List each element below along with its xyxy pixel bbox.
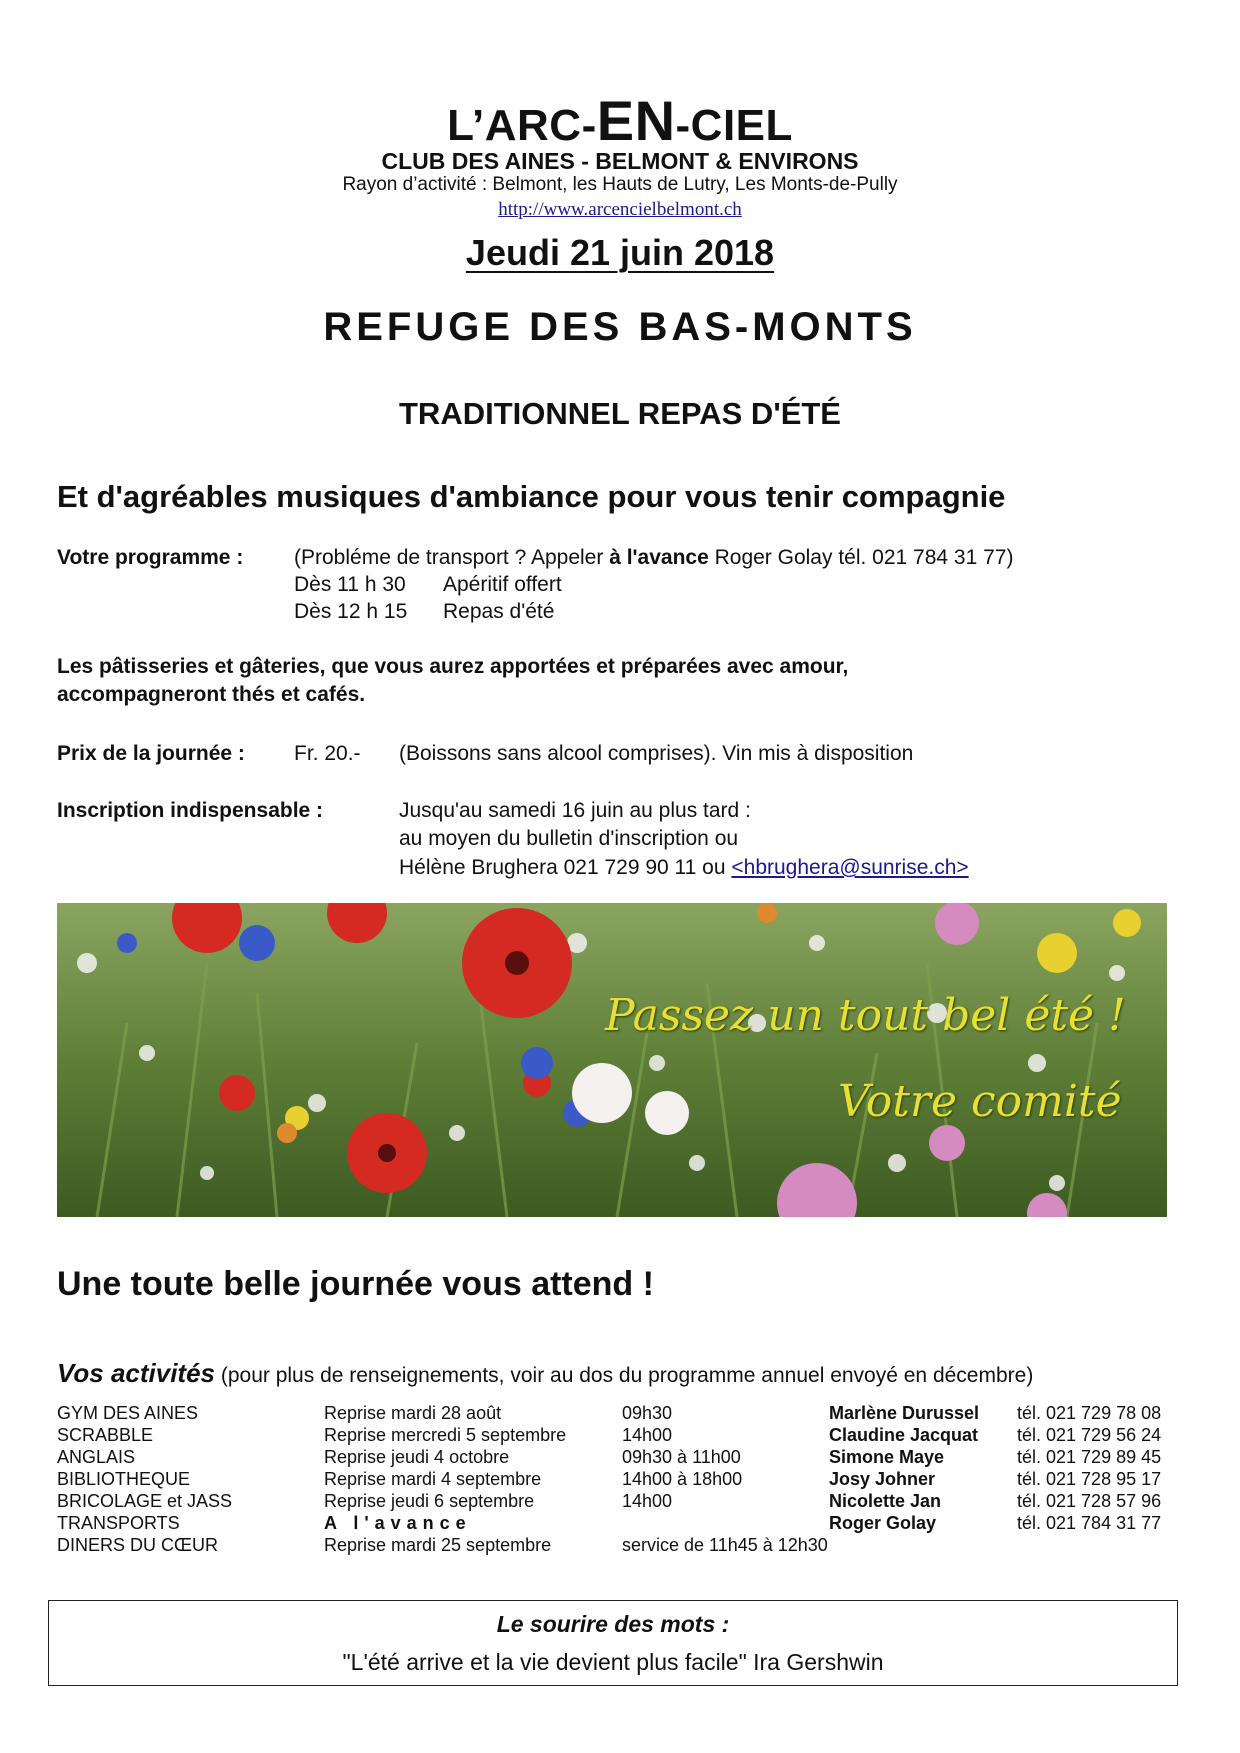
activity-phone	[1017, 1534, 1172, 1556]
activity-contact: Claudine Jacquat	[829, 1425, 979, 1445]
programme-transport	[294, 544, 1013, 571]
price-amount: Fr. 20.-	[294, 742, 361, 765]
activities-note: (pour plus de renseignements, voir au dos du programme annuel envoyé en décembre)	[215, 1364, 1034, 1387]
activity-resume: Reprise mercredi 5 septembre	[324, 1425, 567, 1445]
activity-contact: Simone Maye	[829, 1447, 945, 1467]
photo-caption-signature: Votre comité	[838, 1076, 1122, 1127]
price-note: (Boissons sans alcool comprises). Vin mis à disposition	[399, 742, 914, 765]
programme-desc-2: Repas d'été	[443, 600, 555, 623]
table-row	[57, 1424, 1172, 1446]
transport-suffix: Roger Golay tél. 021 784 31 77)	[708, 546, 1014, 569]
club-url-link[interactable]: http://www.arcencielbelmont.ch	[498, 199, 742, 220]
activity-name: SCRABBLE	[57, 1425, 154, 1445]
quote-box	[48, 1600, 1178, 1686]
programme-label: Votre programme :	[57, 546, 244, 569]
event-place: REFUGE DES BAS-MONTS	[323, 305, 917, 349]
table-row	[57, 1490, 1172, 1512]
activity-resume: Reprise jeudi 6 septembre	[324, 1491, 535, 1511]
activity-resume: Reprise mardi 28 août	[324, 1403, 502, 1423]
inscription-line-1: Jusqu'au samedi 16 juin au plus tard :	[399, 799, 751, 822]
logo-mid: EN	[596, 89, 676, 152]
activity-phone: tél. 021 784 31 77	[1017, 1513, 1162, 1533]
activity-name: BRICOLAGE et JASS	[57, 1491, 233, 1511]
quote-title: Le sourire des mots :	[496, 1611, 730, 1637]
programme-desc-1: Apéritif offert	[443, 573, 562, 596]
club-logo	[0, 88, 1240, 153]
activity-resume: Reprise jeudi 4 octobre	[324, 1447, 510, 1467]
inscription-label: Inscription indispensable :	[57, 799, 324, 822]
table-row	[57, 1468, 1172, 1490]
event-subtitle: TRADITIONNEL REPAS D'ÉTÉ	[399, 396, 841, 431]
club-name: CLUB DES AINES - BELMONT & ENVIRONS	[381, 148, 859, 174]
pastries-line-2: accompagneront thés et cafés.	[57, 683, 366, 706]
table-row	[57, 1534, 1172, 1556]
activity-name: DINERS DU CŒUR	[57, 1535, 219, 1555]
transport-bold: à l'avance	[609, 546, 709, 569]
closing-heading: Une toute belle journée vous attend !	[57, 1265, 654, 1303]
activity-phone: tél. 021 729 56 24	[1017, 1425, 1162, 1445]
activities-title: Vos activités	[57, 1358, 216, 1388]
activity-contact: Marlène Durussel	[829, 1403, 980, 1423]
club-url-line	[0, 199, 1240, 221]
programme-time-2: Dès 12 h 15	[294, 600, 408, 623]
activity-name: TRANSPORTS	[57, 1513, 180, 1533]
transport-prefix: (Probléme de transport ? Appeler	[294, 546, 610, 569]
activity-time: 09h30 à 11h00	[622, 1447, 741, 1467]
activity-name: GYM DES AINES	[57, 1403, 199, 1423]
activity-time: 14h00	[622, 1491, 673, 1511]
inscription-line-3	[399, 854, 969, 881]
table-row	[57, 1402, 1172, 1424]
activity-time: 14h00	[622, 1425, 673, 1445]
club-area: Rayon d’activité : Belmont, les Hauts de Lutry, Les Monts-de-Pully	[342, 174, 898, 195]
activity-phone: tél. 021 729 78 08	[1017, 1403, 1162, 1423]
inscription-line-2: au moyen du bulletin d'inscription ou	[399, 827, 739, 850]
logo-suffix: -CIEL	[675, 101, 793, 150]
activities-table	[57, 1402, 1172, 1556]
activities-header	[57, 1358, 1033, 1389]
activity-phone: tél. 021 729 89 45	[1017, 1447, 1162, 1467]
logo-prefix: L’ARC-	[447, 101, 597, 150]
activity-contact: Nicolette Jan	[829, 1491, 942, 1511]
activity-resume: A l'avance	[324, 1513, 472, 1533]
activity-phone: tél. 021 728 57 96	[1017, 1491, 1162, 1511]
inscription-contact: Hélène Brughera 021 729 90 11 ou	[399, 856, 732, 879]
activity-contact: Josy Johner	[829, 1469, 936, 1489]
flower-meadow-illustration	[57, 903, 1167, 1217]
ambiance-heading: Et d'agréables musiques d'ambiance pour vous tenir compagnie	[57, 479, 1006, 514]
event-date	[0, 232, 1240, 274]
activity-resume: Reprise mardi 4 septembre	[324, 1469, 542, 1489]
activity-resume: Reprise mardi 25 septembre	[324, 1535, 552, 1555]
quote-text: "L'été arrive et la vie devient plus facile" Ira Gershwin	[342, 1649, 884, 1675]
activity-name: BIBLIOTHEQUE	[57, 1469, 191, 1489]
flower-meadow-image	[57, 903, 1167, 1217]
activity-time: 14h00 à 18h00	[622, 1469, 743, 1489]
table-row	[57, 1512, 1172, 1534]
activity-contact: Roger Golay	[829, 1513, 937, 1533]
price-label: Prix de la journée :	[57, 742, 245, 765]
activity-time	[622, 1512, 829, 1534]
activity-phone: tél. 021 728 95 17	[1017, 1469, 1162, 1489]
event-date-text: Jeudi 21 juin 2018	[465, 232, 775, 273]
activity-name: ANGLAIS	[57, 1447, 136, 1467]
pastries-line-1: Les pâtisseries et gâteries, que vous aurez apportées et préparées avec amour,	[57, 655, 849, 678]
inscription-email-link[interactable]: <hbrughera@sunrise.ch>	[731, 856, 969, 879]
activity-time: 09h30	[622, 1403, 673, 1423]
photo-caption-wish: Passez un tout bel été !	[605, 990, 1126, 1041]
programme-time-1: Dès 11 h 30	[294, 573, 406, 596]
activity-time: service de 11h45 à 12h30	[622, 1535, 828, 1555]
table-row	[57, 1446, 1172, 1468]
